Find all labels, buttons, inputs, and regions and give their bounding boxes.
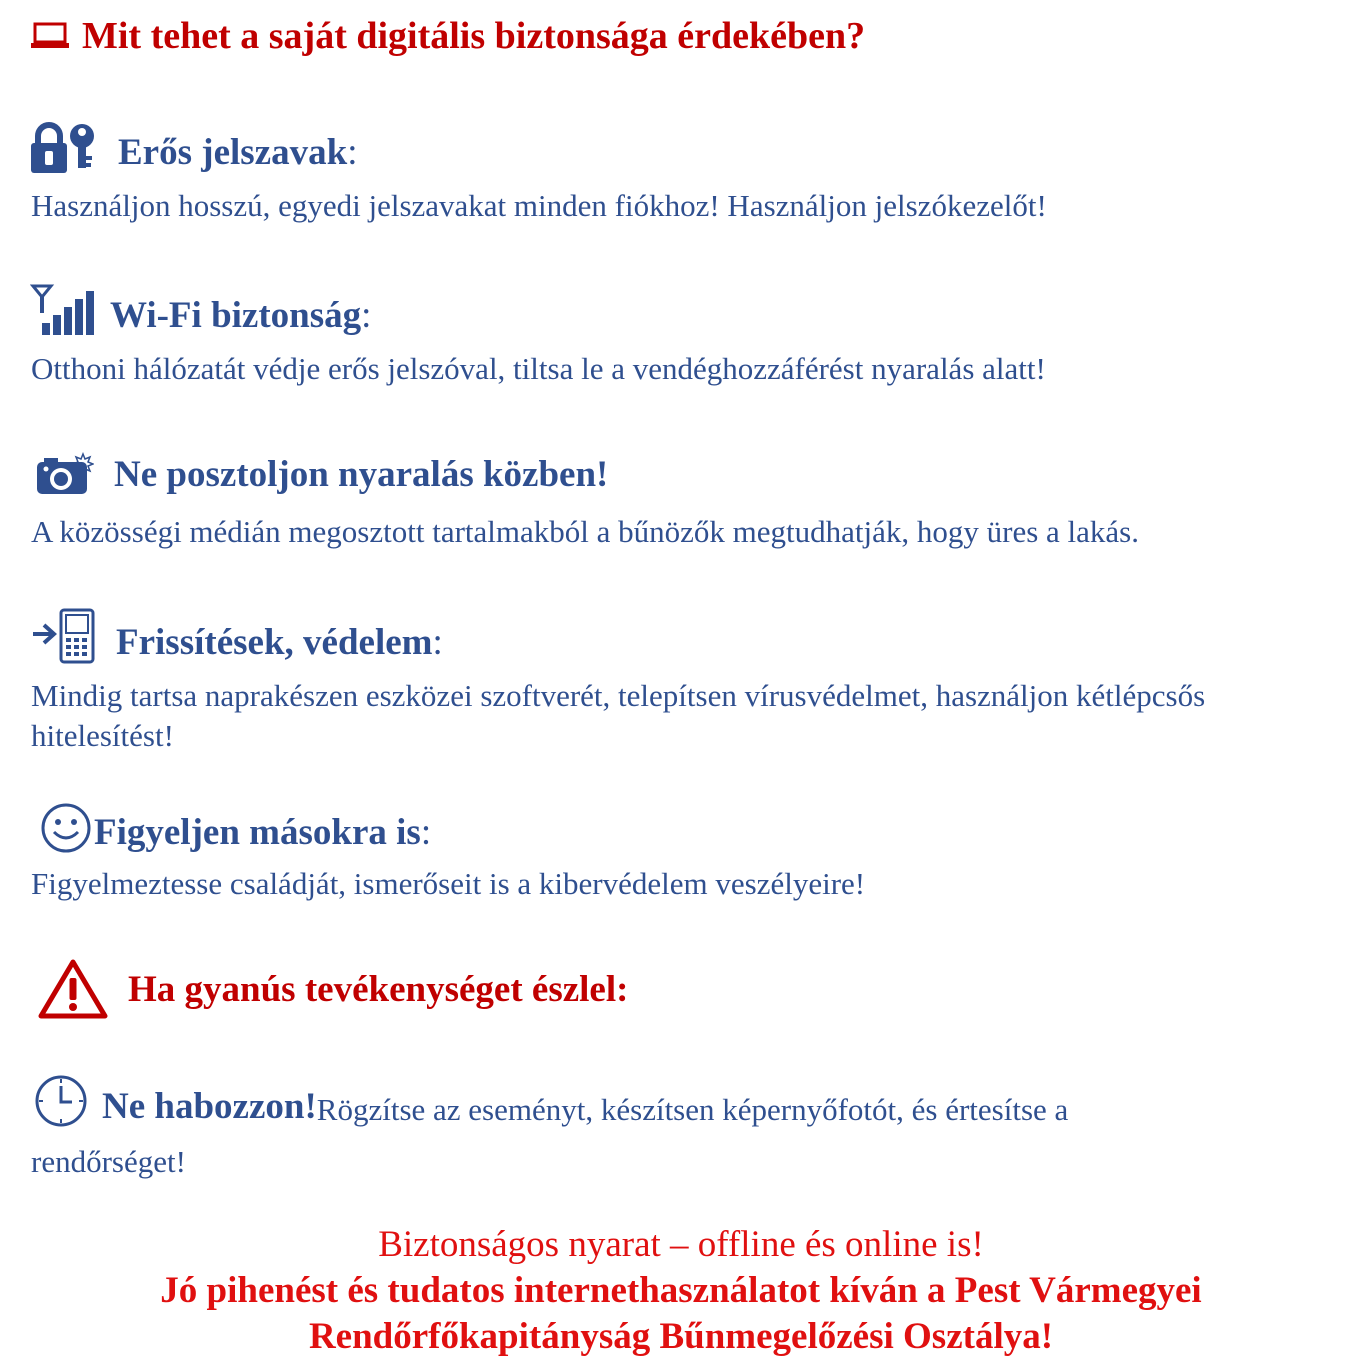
heading-colon: : [420, 812, 432, 853]
section-heading-others [40, 802, 431, 854]
camera-icon [36, 452, 94, 496]
section-text-wifi: Otthoni hálózatát védje erős jelszóval, tiltsa le a vendéghozzáférést nyaralás alatt! [31, 351, 1046, 386]
smiley-icon [40, 802, 92, 854]
heading-colon: : [347, 132, 358, 173]
action-text: Rögzítse az eseményt, készítsen képernyőfotót, és értesítse a [316, 1092, 1069, 1127]
laptop-icon [30, 22, 70, 50]
closing-line-2: Jó pihenést és tudatos internethasználatot kíván a Pest Vármegyei [160, 1270, 1202, 1311]
section-heading-text: Erős jelszavak [118, 132, 348, 173]
section-text-passwords: Használjon hosszú, egyedi jelszavakat minden fiókhoz! Használjon jelszókezelőt! [31, 188, 1047, 223]
action-line [34, 1074, 1068, 1128]
page-title-text: Mit tehet a saját digitális biztonsága érdekében? [82, 15, 866, 57]
section-heading-text: Figyeljen másokra is [94, 812, 421, 853]
clock-icon [34, 1074, 88, 1128]
mobile-update-icon [32, 608, 96, 664]
warning-triangle-icon [38, 958, 108, 1020]
section-text-others: Figyelmeztesse családját, ismerőseit is a kibervédelem veszélyeire! [31, 866, 866, 901]
section-heading-text: Ne posztoljon nyaralás közben! [114, 454, 609, 495]
lock-key-icon [30, 122, 96, 174]
section-heading-passwords [30, 122, 357, 174]
section-heading-wifi [30, 283, 371, 337]
section-text-posting: A közösségi médián megosztott tartalmakból a bűnözők megtudhatják, hogy üres a lakás. [31, 514, 1139, 549]
page-title [30, 14, 865, 58]
action-heading: Ne habozzon! [102, 1086, 317, 1127]
warning-heading [38, 958, 628, 1020]
warning-heading-text: Ha gyanús tevékenységet észlel: [128, 968, 629, 1010]
closing-block [0, 1222, 1362, 1360]
action-text-continued: rendőrséget! [31, 1144, 186, 1179]
section-heading-posting [36, 452, 608, 496]
closing-line-1: Biztonságos nyarat – offline és online is! [378, 1224, 984, 1265]
closing-line-3: Rendőrfőkapitányság Bűnmegelőzési Osztálya! [308, 1316, 1054, 1357]
antenna-signal-icon [30, 283, 96, 337]
heading-colon: : [432, 622, 443, 663]
section-heading-text: Frissítések, védelem [116, 622, 433, 663]
heading-colon: : [361, 295, 372, 336]
section-heading-text: Wi-Fi biztonság [110, 295, 362, 336]
section-text-updates: Mindig tartsa naprakészen eszközei szoftverét, telepítsen vírusvédelmet, használjon kétlépcsős hitelesítést! [31, 678, 1206, 753]
section-heading-updates [32, 608, 443, 664]
